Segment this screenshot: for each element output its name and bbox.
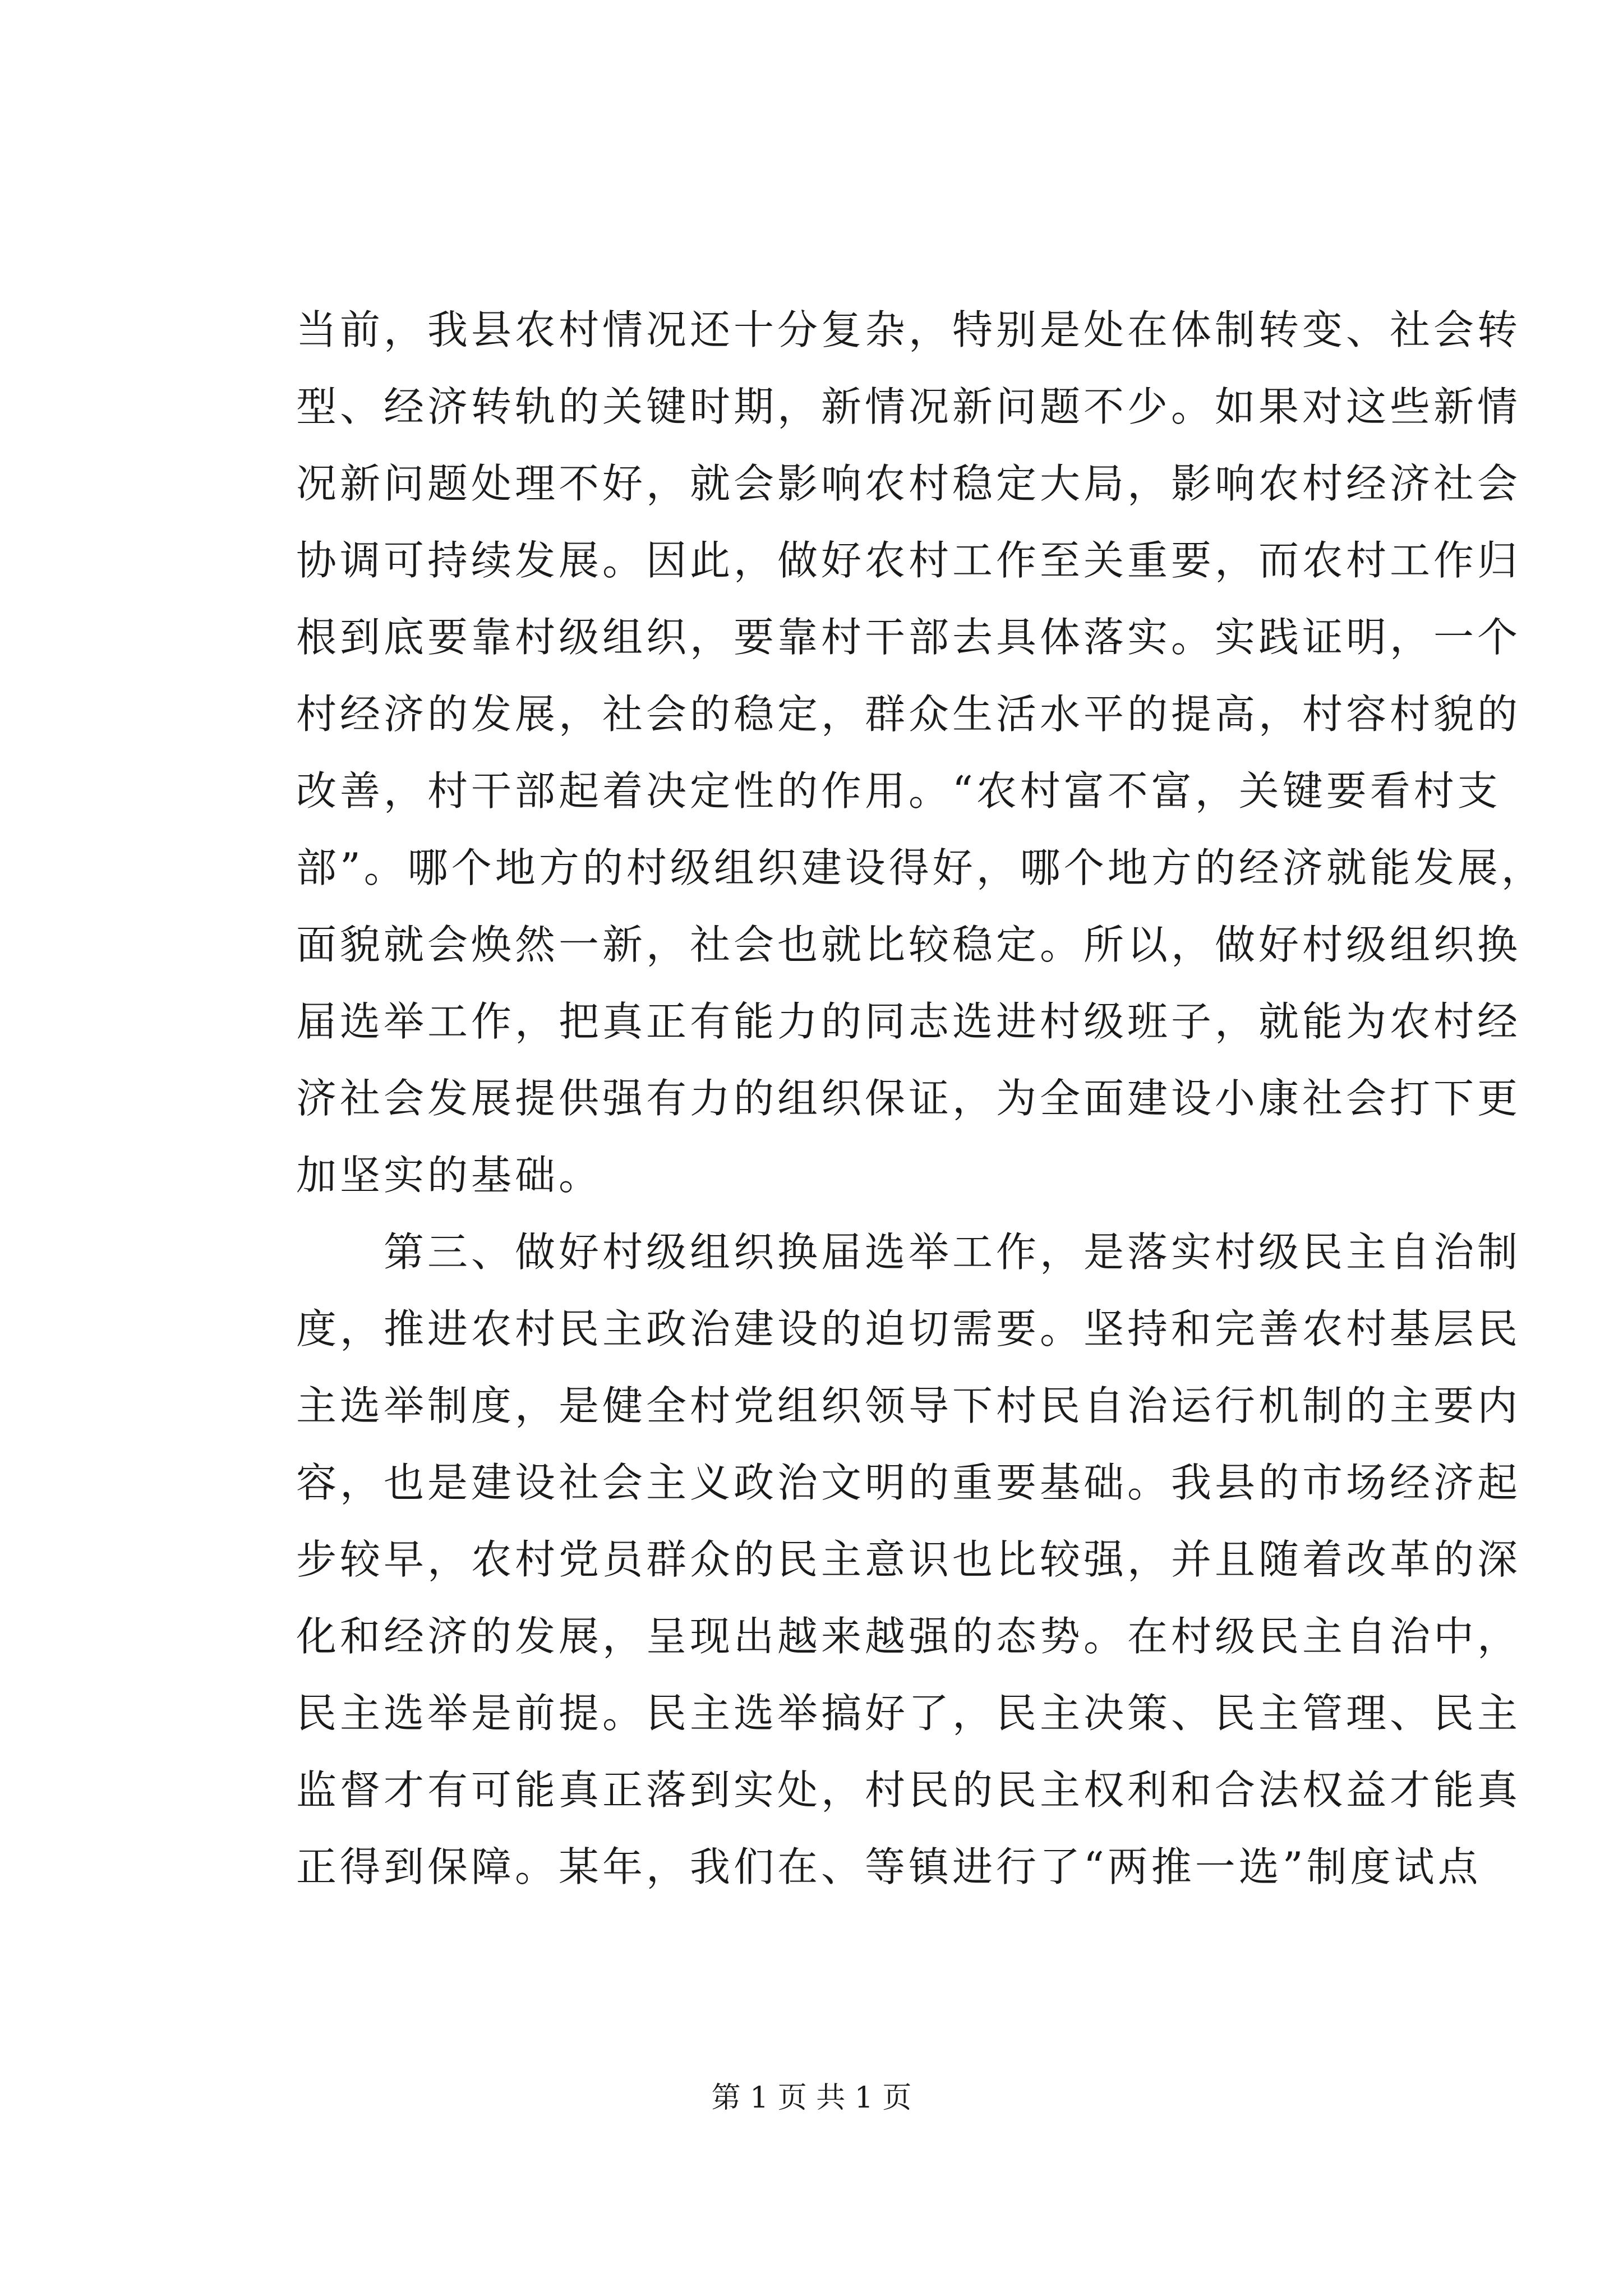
text-line: 步较早，农村党员群众的民主意识也比较强，并且随着改革的深 bbox=[296, 1536, 1521, 1583]
text-line: 容，也是建设社会主义政治文明的重要基础。我县的市场经济起 bbox=[296, 1459, 1521, 1506]
text-line: 面貌就会焕然一新，社会也就比较稳定。所以，做好村级组织换 bbox=[296, 921, 1521, 968]
text-line: 协调可持续发展。因此，做好农村工作至关重要，而农村工作归 bbox=[296, 537, 1521, 584]
text-line: 根到底要靠村级组织，要靠村干部去具体落实。实践证明，一个 bbox=[296, 614, 1521, 661]
text-line-paragraph-start: 第三、做好村级组织换届选举工作，是落实村级民主自治制 bbox=[296, 1228, 1521, 1276]
text-line: 度，推进农村民主政治建设的迫切需要。坚持和完善农村基层民 bbox=[296, 1305, 1521, 1352]
text-line: 加坚实的基础。 bbox=[296, 1152, 603, 1199]
text-line: 改善，村干部起着决定性的作用。“农村富不富，关键要看村支 bbox=[296, 767, 1501, 815]
text-line: 民主选举是前提。民主选举搞好了，民主决策、民主管理、民主 bbox=[296, 1690, 1521, 1737]
page-number-label: 第 1 页 共 1 页 bbox=[711, 2081, 912, 2115]
text-line: 正得到保障。某年，我们在、等镇进行了“两推一选”制度试点 bbox=[296, 1843, 1482, 1890]
page-footer bbox=[0, 2078, 1623, 2118]
text-line: 况新问题处理不好，就会影响农村稳定大局，影响农村经济社会 bbox=[296, 460, 1521, 507]
text-line: 部”。哪个地方的村级组织建设得好，哪个地方的经济就能发展， bbox=[296, 844, 1545, 891]
text-line: 主选举制度，是健全村党组织领导下村民自治运行机制的主要内 bbox=[296, 1382, 1521, 1429]
text-line: 化和经济的发展，呈现出越来越强的态势。在村级民主自治中， bbox=[296, 1613, 1521, 1660]
text-line: 届选举工作，把真正有能力的同志选进村级班子，就能为农村经 bbox=[296, 998, 1521, 1045]
text-line: 监督才有可能真正落到实处，村民的民主权利和合法权益才能真 bbox=[296, 1766, 1521, 1814]
text-line: 当前，我县农村情况还十分复杂，特别是处在体制转变、社会转 bbox=[296, 306, 1521, 353]
text-line: 村经济的发展，社会的稳定，群众生活水平的提高，村容村貌的 bbox=[296, 691, 1521, 738]
body-text bbox=[296, 292, 1545, 1906]
text-line: 型、经济转轨的关键时期，新情况新问题不少。如果对这些新情 bbox=[296, 383, 1521, 430]
text-line: 济社会发展提供强有力的组织保证，为全面建设小康社会打下更 bbox=[296, 1075, 1521, 1122]
